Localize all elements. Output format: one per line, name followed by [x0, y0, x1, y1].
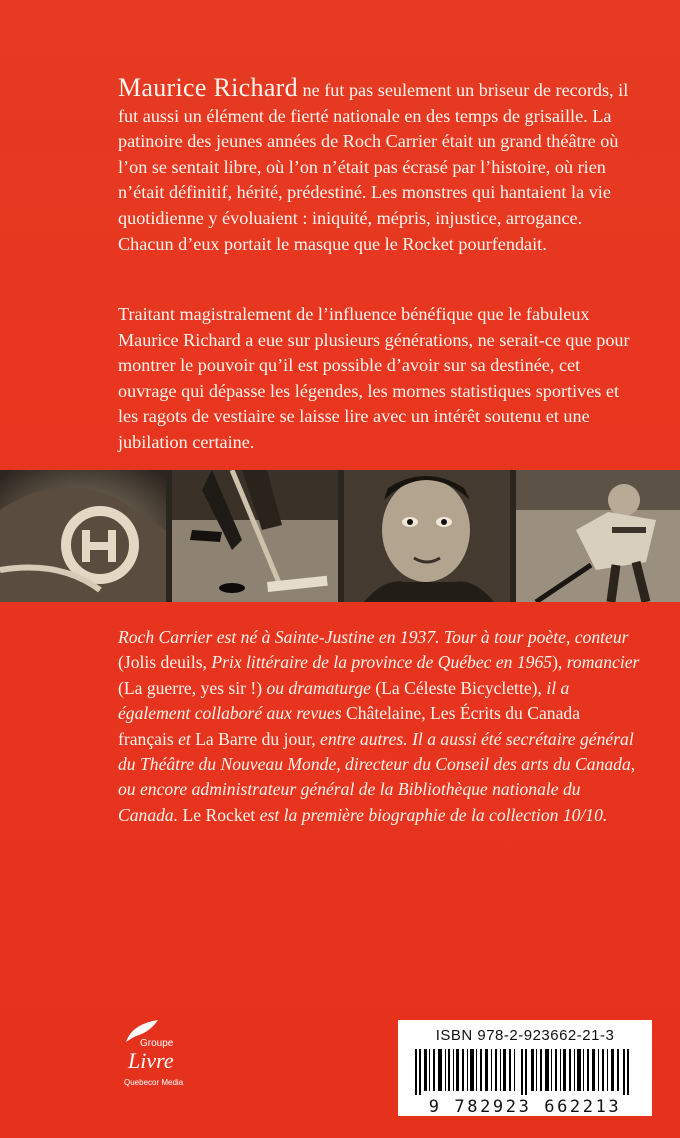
barcode-digits: 9 782923 662213 — [428, 1097, 622, 1117]
blurb-1-text: ne fut pas seulement un briseur de records, il fut aussi un élément de fierté nationale en des temps de grisaille. La patinoire des jeunes années de Roch Carrier était un grand théâtre où l’on se sentait libre, où l’on n’était pas écrasé par l’histoire, où rien n’était définitif, hérité, prédestiné. Les monstres qui hantaient la vie quotidienne y évoluaient : iniquité, mépris, injustice, arrogance. Chacun d’eux portait le masque que le Rocket pourfendait. — [118, 80, 629, 254]
bio-text-1: Roch Carrier est né à Sainte-Justine en 1937. Tour à tour poète, conteur — [118, 627, 629, 647]
bio-text-11: et — [178, 728, 196, 749]
bio-text-5: romancier — [566, 652, 640, 673]
bio-text-12: La Barre du jour, — [195, 728, 321, 749]
bio-text-4: ), — [552, 652, 567, 673]
barcode-bars — [415, 1049, 635, 1095]
isbn-label: ISBN 978-2-923662-21-3 — [435, 1027, 615, 1044]
publisher-livre: Livre — [128, 1048, 174, 1073]
photo-strip — [0, 470, 680, 602]
lead-name: Maurice Richard — [118, 73, 298, 102]
publisher-groupe: Groupe — [140, 1038, 174, 1049]
blurb-paragraph-1 — [118, 75, 638, 257]
bio-text-3: Prix littéraire de la province de Québec en 1965 — [211, 652, 553, 673]
bio-text-14: Le Rocket — [182, 804, 260, 825]
bio-text-10: Châtelaine, Les Écrits du Canada français — [118, 703, 581, 749]
bio-text-6: (La guerre, yes sir !) — [118, 677, 267, 698]
isbn-barcode — [398, 1020, 652, 1116]
photo-jersey — [0, 470, 166, 602]
bio-text-15: est la première biographie de la collection 10/10. — [259, 804, 608, 825]
bio-text-7: ou dramaturge — [266, 677, 376, 698]
author-bio — [118, 625, 640, 828]
blurb-paragraph-2: Traitant magistralement de l’influence bénéfique que le fabuleux Maurice Richard a eue sur plusieurs générations, ne serait-ce que pour montrer le pouvoir qu’il est possible d’avoir sur sa destinée, cet ouvrage qui dépasse les légendes, les mornes statistiques sportives et les ragots de vestiaire se laisse lire avec un intérêt soutenu et une jubilation certaine. — [118, 304, 630, 452]
publisher-media: Quebecor Media — [124, 1078, 184, 1087]
bio-text-13: entre autres. Il a aussi été secrétaire général du Théâtre du Nouveau Monde, directeur du Conseil des arts du Canada, ou encore administrateur général de la Bibliothèque nationale du Canada. — [118, 728, 636, 825]
bio-text-8: (La Céleste Bicyclette), — [375, 677, 547, 698]
publisher-logo — [110, 1018, 200, 1098]
photo-face-closeup — [344, 470, 510, 602]
photo-skates-puck — [172, 470, 338, 602]
bio-text-9: il a également collaboré aux revues — [118, 677, 570, 724]
bio-text-2: (Jolis deuils, — [118, 652, 212, 673]
photo-player-stance — [516, 470, 680, 602]
